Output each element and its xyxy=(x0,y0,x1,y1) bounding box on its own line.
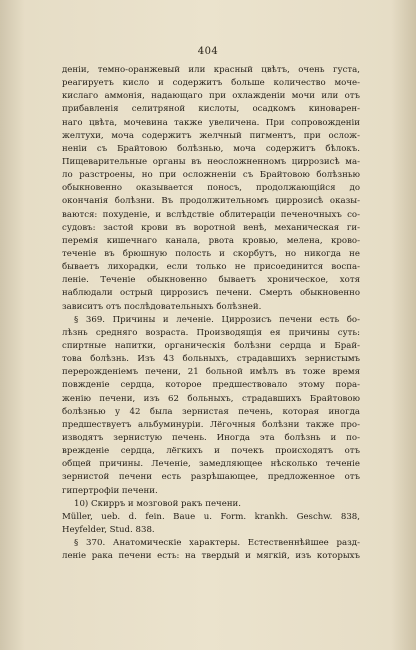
text-line: перерожденіемъ печени, 21 больной имѣлъ въ тоже время xyxy=(62,367,360,378)
text-line: окончанія болѣзни. Въ продолжительномъ циррозисѣ оказы- xyxy=(62,196,360,207)
text-line: обыкновенно оказывается поносъ, продолжающійся до xyxy=(62,183,360,194)
text-line: леніе рака печени есть: на твердый и мягкій, изъ которыхъ xyxy=(62,551,360,562)
text-line: перемія кишечнаго канала, рвота кровью, мелена, крово- xyxy=(62,235,360,246)
text-line: наблюдали острый циррозисъ печени. Смерть обыкновенно xyxy=(62,288,360,299)
text-line: лѣзнь средняго возраста. Производящія ея причины суть: xyxy=(62,327,360,338)
text-line: ло разстроены, но при осложненіи съ Брайтовою болѣзнью xyxy=(62,170,360,181)
text-line: Heyfelder, Stud. 838. xyxy=(62,524,155,535)
text-line: изводятъ зернистую печень. Иногда эта болѣзнь и по- xyxy=(62,432,360,443)
text-line: спиртные напитки, органическія болѣзни сердца и Брай- xyxy=(62,340,360,351)
text-line: гипертрофіи печени. xyxy=(62,485,158,496)
text-line: неніи съ Брайтовою болѣзнью, моча содержитъ бѣлокъ. xyxy=(62,143,360,154)
text-line: желтухи, моча содержитъ желчный пигментъ, при ослож- xyxy=(62,130,360,141)
text-line: судовъ: застой крови въ воротной венѣ, механическая ги- xyxy=(62,222,360,233)
text-line: предшествуетъ альбуминуріи. Лёгочныя болѣзни также про- xyxy=(62,419,360,430)
text-line: бываетъ лихорадки, если только не присоединится воспа- xyxy=(62,262,360,273)
body-text xyxy=(62,64,360,563)
text-line: § 370. Анатомическіе характеры. Естественнѣйшее разд- xyxy=(74,538,360,549)
text-line: зернистой печени есть разрѣшающее, предложенное отъ xyxy=(62,472,360,483)
text-line: зависитъ отъ послѣдовательныхъ болѣзней. xyxy=(62,301,262,312)
text-line: прибавленія селитряной кислоты, осадкомъ киноварен- xyxy=(62,104,360,115)
text-line: Пищеварительные органы въ неосложненномъ циррозисѣ ма- xyxy=(62,156,360,167)
text-line: кислаго аммонія, надающаго при охлажденіи мочи или отъ xyxy=(62,91,360,102)
text-line: § 369. Причины и леченіе. Циррозисъ печени есть бо- xyxy=(74,314,360,325)
text-line: теченіе въ брюшную полость и скорбутъ, но никогда не xyxy=(62,248,360,259)
text-line: наго цвѣта, мочевина также увеличена. При сопровожденіи xyxy=(62,117,360,128)
text-line: повжденіе сердца, которое предшествовало этому пора- xyxy=(62,380,360,391)
text-line: деніи, темно-оранжевый или красный цвѣтъ, очень густа, xyxy=(62,65,360,75)
text-line: женію печени, изъ 62 больныхъ, страдавшихъ Брайтовою xyxy=(62,393,360,404)
text-line: общей причины. Леченіе, замедляющее нѣсколько теченіе xyxy=(62,459,360,470)
text-line: леніе. Теченіе обыкновенно бываетъ хроническое, хотя xyxy=(62,275,360,286)
page-number: 404 xyxy=(197,46,219,57)
text-line: врежденіе сердца, лёгкихъ и почекъ происходятъ отъ xyxy=(62,446,360,457)
text-line: 10) Скирръ и мозговой ракъ печени. xyxy=(74,498,242,509)
text-line: реагируетъ кисло и содержитъ больше количество моче- xyxy=(62,78,360,89)
text-line: Müller, ueb. d. fein. Baue u. Form. krankh. Geschw. 838, xyxy=(62,511,360,522)
text-line: ваются: похуденіе, и вслѣдствіе облитераціи печеночныхъ со- xyxy=(62,209,360,220)
text-line: болѣзнью у 42 была зернистая печень, которая иногда xyxy=(62,406,360,417)
text-line: това болѣзнь. Изъ 43 больныхъ, страдавшихъ зернистымъ xyxy=(62,354,360,365)
